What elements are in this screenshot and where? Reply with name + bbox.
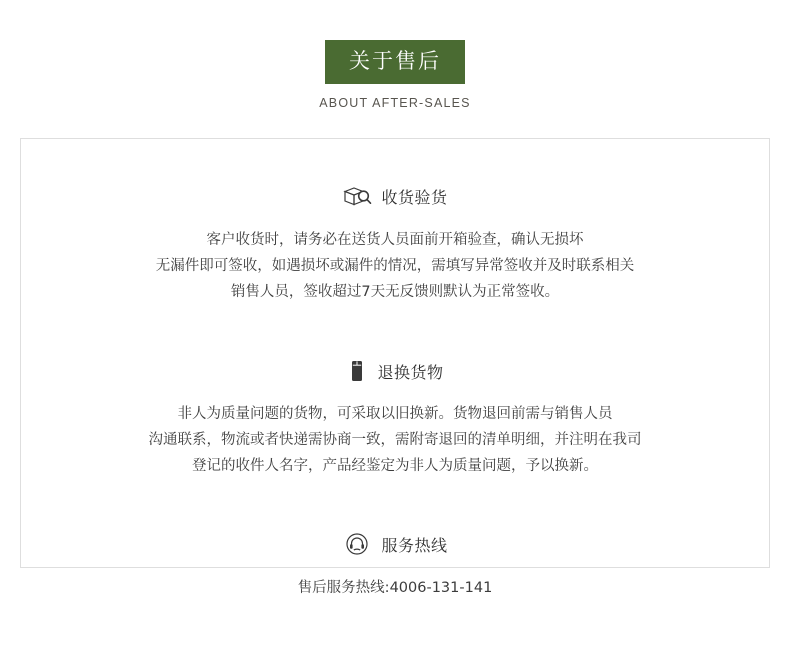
- body-line: 客户收货时，请务必在送货人员面前开箱验查，确认无损坏: [206, 232, 584, 248]
- section-title: 服务热线: [381, 535, 448, 555]
- section-service-hotline: [21, 529, 769, 601]
- body-line: 无漏件即可签收，如遇损坏或漏件的情况，需填写异常签收并及时联系相关: [155, 258, 635, 274]
- section-title: 收货验货: [381, 187, 448, 207]
- section-header: [21, 357, 769, 385]
- section-title: 退换货物: [377, 362, 444, 382]
- section-body: [21, 575, 769, 601]
- body-line: 销售人员，签收超过7天无反馈则默认为正常签收。: [230, 284, 560, 300]
- headset-icon: [342, 529, 372, 559]
- section-body: [21, 227, 769, 305]
- package-inspect-icon: [342, 181, 372, 211]
- body-line: 沟通联系，物流或者快递需协商一致，需附寄退回的清单明细，并注明在我司: [148, 432, 642, 448]
- page-subtitle: ABOUT AFTER-SALES: [319, 96, 471, 110]
- section-header: [21, 181, 769, 211]
- body-line: 登记的收件人名字，产品经鉴定为非人为质量问题，予以换新。: [192, 458, 598, 474]
- section-returns-exchange: [21, 357, 769, 479]
- section-receiving-inspection: [21, 181, 769, 305]
- section-header: [21, 529, 769, 559]
- return-box-icon: [346, 357, 368, 385]
- hotline-number: 售后服务热线:4006-131-141: [297, 580, 493, 596]
- section-body: [21, 401, 769, 479]
- content-panel: [20, 138, 770, 596]
- body-line: 非人为质量问题的货物，可采取以旧换新。货物退回前需与销售人员: [177, 406, 613, 422]
- page-header: [0, 0, 790, 110]
- page-title: 关于售后: [325, 40, 465, 84]
